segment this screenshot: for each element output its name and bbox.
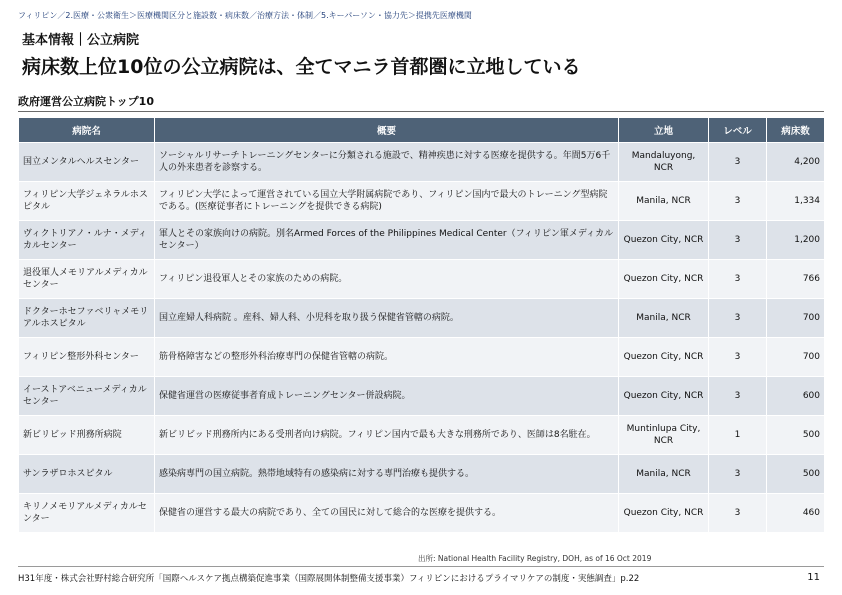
table-row — [19, 182, 825, 221]
table-row — [19, 416, 825, 455]
cell-level: 3 — [709, 182, 767, 221]
table-row — [19, 143, 825, 182]
cell-location: Manila, NCR — [619, 455, 709, 494]
cell-overview: 国立産婦人科病院 。産科、婦人科、小児科を取り扱う保健省管轄の病院。 — [155, 299, 619, 338]
cell-overview: 保健省運営の医療従事者育成トレーニングセンター併設病院。 — [155, 377, 619, 416]
table-row — [19, 494, 825, 533]
cell-hospital-name: イーストアベニューメディカルセンター — [19, 377, 155, 416]
cell-hospital-name: 新ビリビッド刑務所病院 — [19, 416, 155, 455]
source-note: 出所: National Health Facility Registry, DOH, as of 16 Oct 2019 — [418, 554, 652, 563]
table-row — [19, 338, 825, 377]
header-overview: 概要 — [155, 118, 619, 143]
cell-overview: フィリピン退役軍人とその家族のための病院。 — [155, 260, 619, 299]
cell-location: Quezon City, NCR — [619, 221, 709, 260]
cell-beds: 500 — [767, 455, 825, 494]
cell-overview: ソーシャルリサーチトレーニングセンターに分類される施設で、精神疾患に対する医療を提供する。年間5万6千人の外来患者を診察する。 — [155, 143, 619, 182]
footer-rule — [18, 566, 824, 567]
header-beds: 病床数 — [767, 118, 825, 143]
table-row — [19, 221, 825, 260]
cell-beds: 700 — [767, 338, 825, 377]
cell-hospital-name: フィリピン大学ジェネラルホスピタル — [19, 182, 155, 221]
cell-beds: 4,200 — [767, 143, 825, 182]
cell-hospital-name: キリノメモリアルメディカルセンター — [19, 494, 155, 533]
cell-level: 3 — [709, 494, 767, 533]
header-hospital-name: 病院名 — [19, 118, 155, 143]
cell-level: 1 — [709, 416, 767, 455]
cell-level: 3 — [709, 143, 767, 182]
cell-level: 3 — [709, 221, 767, 260]
cell-location: Muntinlupa City, NCR — [619, 416, 709, 455]
cell-level: 3 — [709, 299, 767, 338]
cell-location: Quezon City, NCR — [619, 260, 709, 299]
cell-beds: 600 — [767, 377, 825, 416]
breadcrumb: フィリピン／2.医療・公衆衛生＞医療機関区分と施設数・病床数／治療方法・体制／5.キーパーソン・協力先＞提携先医療機関 — [18, 11, 472, 20]
table-row — [19, 377, 825, 416]
subheading-rule — [18, 111, 824, 112]
cell-overview: 筋骨格障害などの整形外科治療専門の保健省管轄の病院。 — [155, 338, 619, 377]
cell-hospital-name: 退役軍人メモリアルメディカルセンター — [19, 260, 155, 299]
cell-level: 3 — [709, 338, 767, 377]
cell-beds: 1,200 — [767, 221, 825, 260]
cell-overview: 感染病専門の国立病院。熱帯地域特有の感染病に対する専門治療も提供する。 — [155, 455, 619, 494]
cell-overview: 新ビリビッド刑務所内にある受刑者向け病院。フィリピン国内で最も大きな刑務所であり、医師は8名駐在。 — [155, 416, 619, 455]
section-label: 基本情報｜公立病院 — [22, 33, 140, 48]
cell-level: 3 — [709, 455, 767, 494]
cell-overview: 保健省の運営する最大の病院であり、全ての国民に対して総合的な医療を提供する。 — [155, 494, 619, 533]
cell-hospital-name: フィリピン整形外科センター — [19, 338, 155, 377]
page-number: 11 — [807, 572, 820, 583]
table-row — [19, 455, 825, 494]
cell-location: Mandaluyong, NCR — [619, 143, 709, 182]
hospital-table — [18, 117, 825, 533]
cell-beds: 460 — [767, 494, 825, 533]
cell-beds: 700 — [767, 299, 825, 338]
cell-hospital-name: ヴィクトリアノ・ルナ・メディカルセンター — [19, 221, 155, 260]
table-subheading: 政府運営公立病院トップ10 — [18, 95, 154, 108]
cell-location: Quezon City, NCR — [619, 338, 709, 377]
cell-beds: 1,334 — [767, 182, 825, 221]
cell-location: Manila, NCR — [619, 299, 709, 338]
cell-overview: 軍人とその家族向けの病院。別名Armed Forces of the Philippines Medical Center（フィリピン軍メディカルセンター） — [155, 221, 619, 260]
table-row — [19, 299, 825, 338]
cell-level: 3 — [709, 260, 767, 299]
cell-hospital-name: サンラザロホスピタル — [19, 455, 155, 494]
cell-location: Manila, NCR — [619, 182, 709, 221]
footer-citation: H31年度・株式会社野村総合研究所「国際ヘルスケア拠点構築促進事業（国際展開体制整備支援事業）フィリピンにおけるプライマリケアの制度・実態調査」p.22 — [18, 574, 640, 584]
header-location: 立地 — [619, 118, 709, 143]
cell-location: Quezon City, NCR — [619, 494, 709, 533]
cell-hospital-name: 国立メンタルヘルスセンター — [19, 143, 155, 182]
cell-hospital-name: ドクターホセファベリャメモリアルホスピタル — [19, 299, 155, 338]
table-header-row — [19, 118, 825, 143]
cell-level: 3 — [709, 377, 767, 416]
table-row — [19, 260, 825, 299]
page-title: 病床数上位10位の公立病院は、全てマニラ首都圏に立地している — [22, 56, 581, 78]
header-level: レベル — [709, 118, 767, 143]
cell-overview: フィリピン大学によって運営されている国立大学附属病院であり、フィリピン国内で最大のトレーニング型病院である。(医療従事者にトレーニングを提供できる病院) — [155, 182, 619, 221]
cell-beds: 500 — [767, 416, 825, 455]
cell-location: Quezon City, NCR — [619, 377, 709, 416]
cell-beds: 766 — [767, 260, 825, 299]
